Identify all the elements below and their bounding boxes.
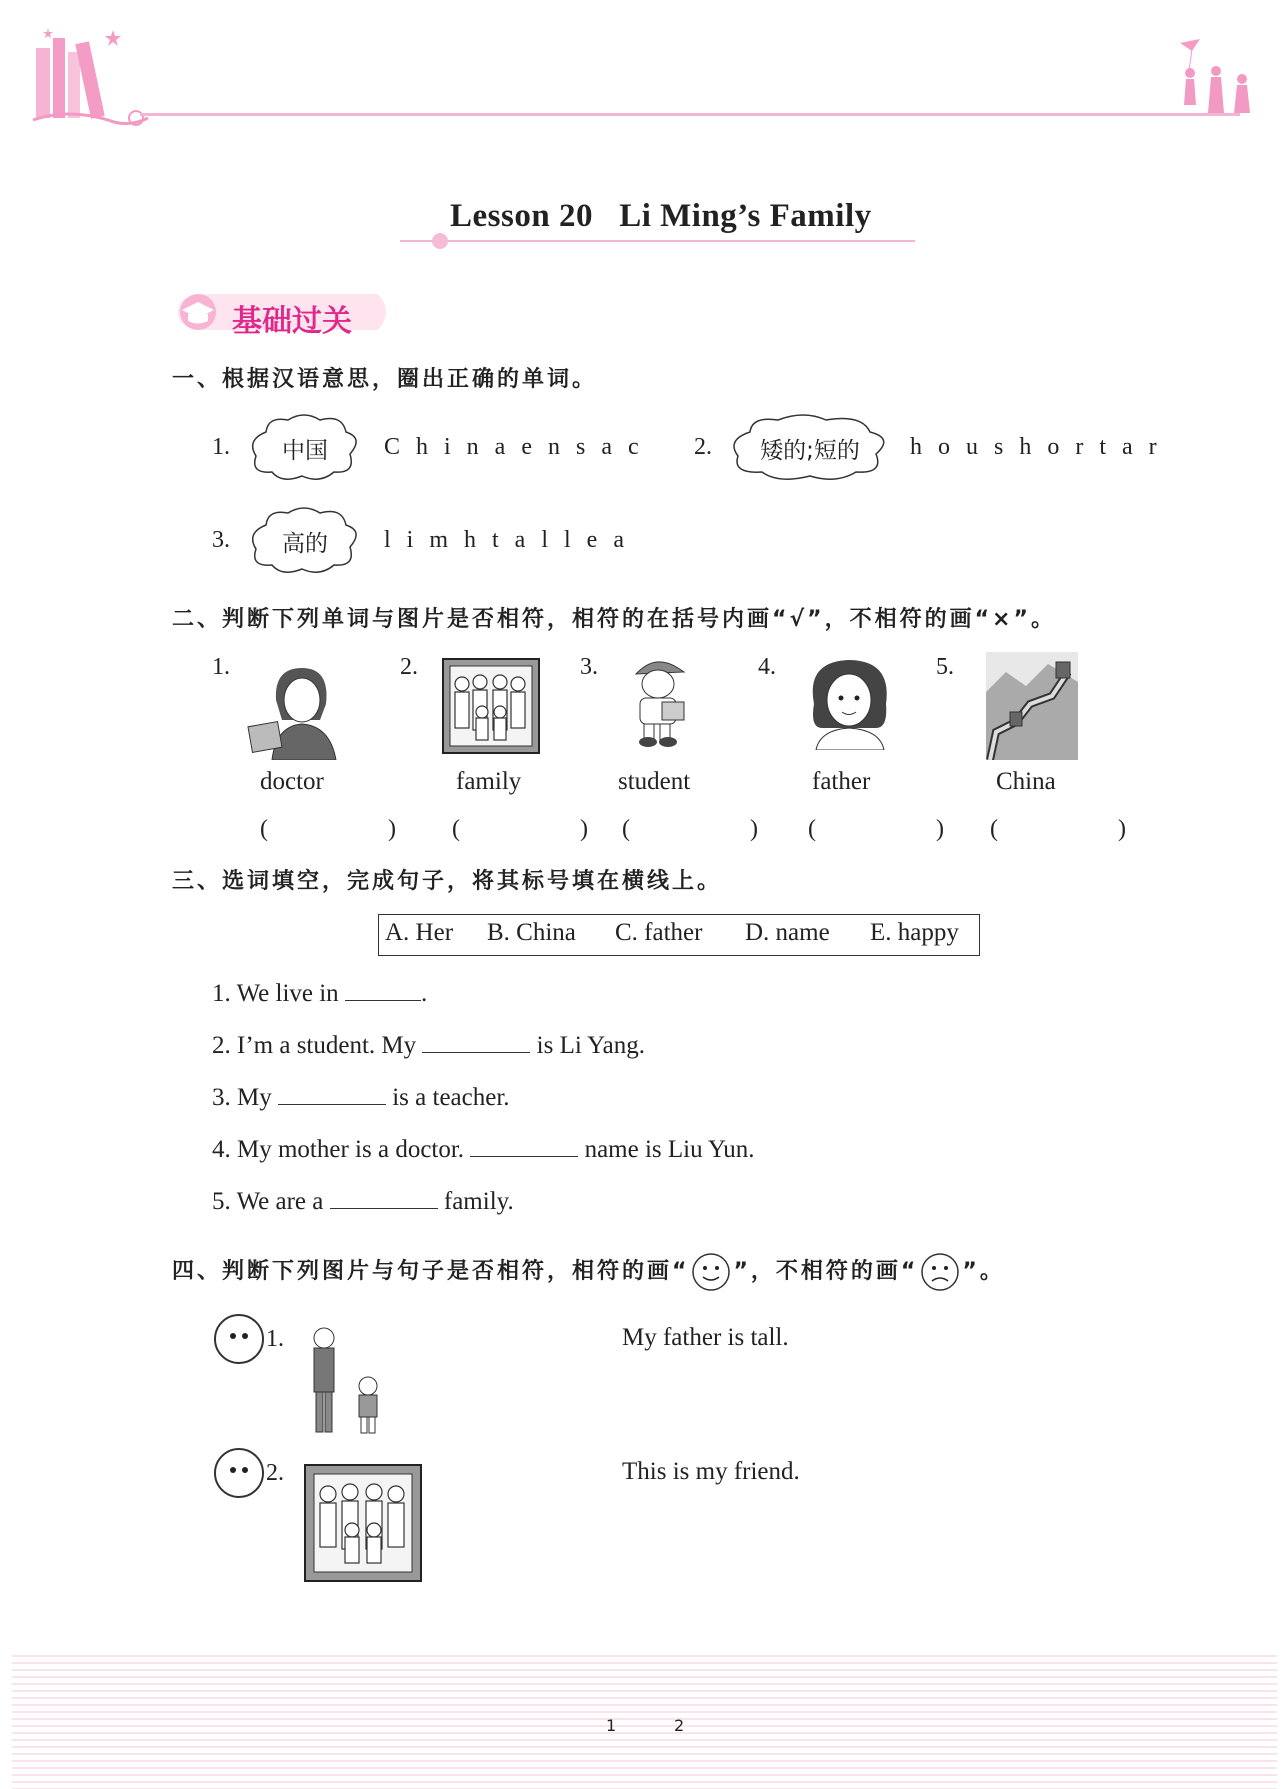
part2-item-num: 5. [936,654,954,680]
part4-heading-text: 四、判断下列图片与句子是否相符，相符的画“ [172,1259,690,1284]
answer-blank[interactable] [345,978,421,1001]
part1-letters[interactable]: houshortar [910,434,1173,460]
part4-item-num: 2. [266,1460,284,1486]
answer-parentheses[interactable]: ( ) [990,816,1162,842]
sentence-text: is Li Yang. [536,1032,646,1059]
part4-sentence: This is my friend. [622,1458,800,1485]
section-label: 基础过关 [232,305,352,338]
children-kite-decoration [1160,35,1265,120]
sentence-text: family. [443,1188,514,1215]
option: A. Her [385,919,454,946]
page-number-right: 2 [674,1716,685,1735]
answer-blank[interactable] [422,1030,530,1053]
part4-item-num: 1. [266,1326,284,1352]
boy-with-cap-image [622,652,692,748]
footer-band [12,1655,1277,1789]
part4-heading-text: ”，不相符的画“ [733,1259,919,1284]
answer-parentheses[interactable]: ( ) [808,816,980,842]
sentence-4 [212,1134,754,1164]
part1-item-num: 2. [694,434,712,460]
part2-word: doctor [260,768,324,795]
part2-item-num: 4. [758,654,776,680]
lesson-title: Lesson 20 Li Ming’s Family [450,198,872,234]
girl-portrait-image [802,654,896,750]
sentence-2 [212,1030,645,1060]
sentence-text: My mother is a doctor. [237,1136,465,1163]
sentence-text: name is Liu Yun. [584,1136,755,1163]
part1-hint: 中国 [282,438,328,464]
answer-blank[interactable] [330,1186,438,1209]
sentence-5 [212,1186,514,1216]
option: B. China [487,919,576,946]
part2-item-num: 2. [400,654,418,680]
answer-parentheses[interactable]: ( ) [260,816,432,842]
sentence-text: We are a [236,1188,324,1215]
sentence-text: I’m a student. My [237,1032,417,1059]
smiley-face-icon [691,1252,731,1292]
part1-heading: 一、根据汉语意思，圈出正确的单词。 [172,367,598,392]
answer-face-circle[interactable] [214,1448,264,1498]
part4-sentence: My father is tall. [622,1324,789,1351]
part2-heading: 二、判断下列单词与图片是否相符，相符的在括号内画“√”，不相符的画“×”。 [172,607,1056,632]
part3-heading: 三、选词填空，完成句子，将其标号填在横线上。 [172,869,723,894]
part2-item-num: 1. [212,654,230,680]
answer-face-circle[interactable] [214,1314,264,1364]
part1-hint: 高的 [282,531,328,557]
answer-blank[interactable] [470,1134,578,1157]
answer-parentheses[interactable]: ( ) [622,816,794,842]
part1-item-num: 1. [212,434,230,460]
header-rule [140,113,1240,116]
man-and-boy-image [302,1324,392,1438]
part1-item-num: 3. [212,527,230,553]
great-wall-image [986,652,1078,760]
part2-word: family [456,768,522,795]
option: C. father [615,919,703,946]
sentence-num: 1. [212,980,231,1007]
part4-heading [172,1252,1005,1292]
page-number-left: 1 [606,1716,617,1735]
sentence-1 [212,978,427,1008]
family-photo-image [442,658,540,754]
part2-item-num: 3. [580,654,598,680]
answer-parentheses[interactable]: ( ) [452,816,624,842]
part1-hint: 矮的;短的 [760,438,860,464]
sentence-num: 4. [212,1136,231,1163]
sentence-text: My [237,1084,272,1111]
sentence-text: . [420,980,428,1007]
woman-with-book-image [246,660,350,760]
part2-word: father [812,768,871,795]
part4-heading-text: ”。 [962,1259,1005,1284]
part1-letters[interactable]: Chinaensac [384,434,655,460]
family-photo-image [304,1464,422,1582]
part2-word: China [996,768,1056,795]
part2-word: student [618,768,691,795]
sentence-text: is a teacher. [392,1084,510,1111]
title-dot [432,233,448,249]
option: D. name [745,919,830,946]
sentence-num: 2. [212,1032,231,1059]
books-decoration [28,20,158,135]
sentence-3 [212,1082,510,1112]
option: E. happy [870,919,959,946]
title-underline [400,240,915,242]
answer-blank[interactable] [278,1082,386,1105]
sentence-num: 3. [212,1084,231,1111]
sentence-text: We live in [236,980,339,1007]
sad-face-icon [920,1252,960,1292]
sentence-num: 5. [212,1188,231,1215]
part1-letters[interactable]: limhtallea [384,527,640,553]
